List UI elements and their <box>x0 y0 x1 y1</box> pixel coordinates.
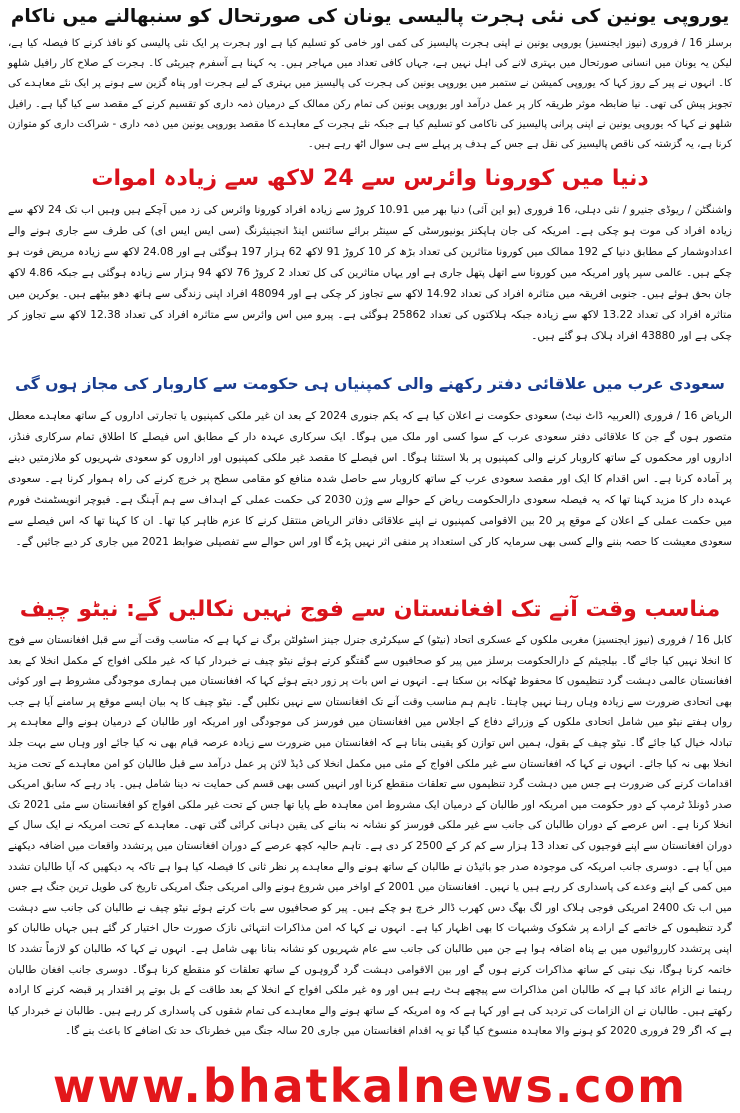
article-headline: سعودی عرب میں علاقائی دفتر رکھنے والی کمپنیاں ہی حکومت سے کاروبار کی مجاز ہوں گی <box>15 375 725 393</box>
article-body: واشنگٹن / ریوڈی جنیرو / نئی دہلی، 16 فروری (یو این آئی) دنیا بھر میں 10.91 کروڑ سے زیادہ افراد کورونا وائرس کی زد میں آچکے ہیں وہیں اب تک 24 لاکھ سے زیادہ افراد کی موت ہو چکی ہے۔ امریکہ کی جان ہاپکنز یونیورسٹی کے سینٹر برائے سائنس اینڈ انجینیئرنگ (سی ایس ایس ای) کی طرف سے جاری ہونے والے اعدادوشمار کے مطابق دنیا کے 192 ممالک میں کورونا متاثرین کی تعداد بڑھ کر 10 کروڑ 91 لاکھ 62 ہزار 197 ہوگئی ہے اور 24.08 لاکھ سے زیادہ مریض فوت ہو چکے ہیں۔ عالمی سپر پاور امریکہ میں کورونا سے اتھل پتھل جاری ہے اور یہاں متاثرین کی کل تعداد 2 کروڑ 76 لاکھ 94 ہزار سے زیادہ ہوگئی ہے جبکہ 4.86 لاکھ جان بحق ہوئے ہیں۔ جنوبی افریقہ میں متاثرہ افراد کی تعداد 14.92 لاکھ سے تجاوز کر چکی ہے اور 48094 افراد اپنی زندگی سے ہاتھ دھو بیٹھے ہیں۔ یوکرین میں متاثرہ افراد کی تعداد 13.22 لاکھ سے زیادہ جبکہ ہلاکتوں کی تعداد 25862 ہوگئی ہے۔ پیرو میں اس وائرس سے متاثرہ افراد کی تعداد 12.38 لاکھ سے تجاوز کر چکی ہے اور 43880 افراد ہلاک ہو گئے ہیں۔ <box>8 204 733 342</box>
article-corona-deaths <box>4 162 736 364</box>
article-headline: دنیا میں کورونا وائرس سے 24 لاکھ سے زیادہ اموات <box>91 166 649 191</box>
site-url-footer: www.bhatkalnews.com <box>52 1059 688 1113</box>
article-body: برسلز 16 / فروری (نیوز ایجنسیز) یوروپی یونین نے اپنی ہجرت پالیسیز کی کمی اور خامی کو تسلیم کیا ہے اور ہجرت پر ایک نئی پالیسی کو نافذ کرنے کا فیصلہ کیا ہے، لیکن یہ یونان میں انسانی صورتحال میں بہتری لانے کی اہل نہیں ہے، جہاں کافی تعداد میں مہاجر ہیں۔ یہ کہنا ہے آسفرم چیریٹی کا۔ ہجرت کے صلاح کار رافیل شلھو کا۔ انہوں نے پیر کے روز کہا کہ یوروپی کمیشن نے ستمبر میں یوروپی یونین کی ہجرت کی پالیسیز میں بہتری کے لیے ہجرت اور پناہ گزین سے ہونے پر ایک نئے معاہدے کی تجویز پیش کی تھی۔ نیا ضابطہ موثر طریقہ کار پر عمل درآمد اور یوروپی یونین کی تمام رکن ممالک کے درمیان ذمہ داری کو تقسیم کرنے کے مقصد سے کیا گیا ہے۔ رافیل شلھو نے کہا کہ یوروپی یونین نے اپنی پرانی پالیسیز کی ناکامی کو تسلیم کیا ہے جبکہ نئے ہجرت کے معاہدے کا مقصد یوروپی یونین میں ذمہ داری - شراکت داری کو متوازن کرنا ہے، یہ گزشتہ کی ناقص پالیسیز کی نقل ہے جس کے ہدف پر پہلے سے ہی سوال اٹھ رہے ہیں۔ <box>8 38 732 151</box>
article-headline: یوروپی یونین کی نئی ہجرت پالیسی یونان کی صورتحال کو سنبھالنے میں ناکام <box>10 6 730 27</box>
article-body: الریاض 16 / فروری (العربیہ ڈاٹ نیٹ) سعودی حکومت نے اعلان کیا ہے کہ یکم جنوری 2024 کے بعد ان غیر ملکی کمپنیوں یا تجارتی اداروں کے ساتھ معاہدے معطل متصور ہوں گے جن کا علاقائی دفتر سعودی عرب کے سوا کسی اور ملک میں ہوگا۔ ایک سرکاری عہدہ دار کے مطابق اس فیصلے کا اطلاق تمام سرکاری فنڈز، اداروں اور محکموں کے ساتھ کاروبار کرنے والی کمپنیوں پر بلا استثنا ہوگا۔ اس فیصلے کا مقصد غیر ملکی کمپنیوں اور اداروں کو سعودی شہریوں کو ملازمتیں دینے پر آمادہ کرنا ہے۔ اس اقدام کا ایک اور مقصد سعودی عرب کے ساتھ کاروبار سے حاصل شدہ منافع کو مقامی سطح پر خرچ کرنے کی راہ ہموار کرنا ہے۔ سعودی عہدہ دار کا مزید کہنا تھا کہ یہ فیصلہ سعودی دارالحکومت ریاض کے حوالے سے وژن 2030 کی حکمت عملی کے اہداف سے ہم آہنگ ہے۔ فیوچر انویسٹمنٹ فورم میں حکمت عملی کے اعلان کے موقع پر 20 بین الاقوامی کمپنیوں نے اپنے علاقائی دفاتر الریاض منتقل کرنے کا عزم ظاہر کیا تھا۔ ان کا کہنا تھا کہ اس فیصلے سے سعودی معیشت کا حصہ بننے والے کسی بھی سرمایہ کار کی استعداد پر منفی اثر نہیں پڑے گا اور اس حوالے سے تفصیلی ضوابط 2021 میں جاری کر دیے جائیں گے۔ <box>8 410 732 548</box>
article-eu-migration <box>4 2 736 156</box>
article-body: کابل 16 / فروری (نیوز ایجنسیز) مغربی ملکوں کے عسکری اتحاد (نیٹو) کے سیکرٹری جنرل جینز اسٹولٹن برگ نے کہا ہے کہ مناسب وقت آنے سے قبل افغانستان سے فوج کا انخلا نہیں کیا جائے گا۔ بیلجیئم کے دارالحکومت برسلز میں پیر کو صحافیوں سے گفتگو کرتے ہوئے نیٹو چیف نے خبردار کیا کہ غیر ملکی افواج کے مکمل انخلا کے بعد افغانستان عالمی دہشت گرد تنظیموں کا محفوظ ٹھکانہ بن سکتا ہے۔ انہوں نے اس بات پر زور دیتے ہوئے کہا کہ افغانستان میں ہماری موجودگی مشروط ہے اور کوئی بھی اتحادی ضرورت سے زیادہ وہاں رہنا نہیں چاہتا۔ تاہم ہم مناسب وقت آنے تک افغانستان سے نہیں نکلیں گے۔ نیٹو چیف کا یہ بیان ایسے موقع پر سامنے آیا ہے جب رواں ہفتے نیٹو میں شامل اتحادی ملکوں کے وزرائے دفاع کے اجلاس میں افغانستان میں فورسز کی موجودگی اور امریکہ اور طالبان کے درمیان ہونے والے معاہدے پر تبادلہ خیال کیا جائے گا۔ نیٹو چیف کے بقول، ہمیں اس توازن کو یقینی بنانا ہے کہ افغانستان میں ضرورت سے زیادہ عرصہ قیام بھی نہ کیا جائے اور وہاں سے بہت جلد انخلا بھی نہ کیا جائے۔ انہوں نے کہا کہ افغانستان سے غیر ملکی افواج کے مئی میں مکمل انخلا کی ڈیڈ لائن پر عمل درآمد سے قبل طالبان کو امن معاہدے کے تحت مزید اقدامات کرنے کی ضرورت ہے جس میں دہشت گرد تنظیموں سے تعلقات منقطع کرنا اور انہیں کسی بھی قسم کی حمایت نہ دینا شامل ہیں۔ یاد رہے کہ سابق امریکی صدر ڈونلڈ ٹرمپ کے دور حکومت میں امریکہ اور طالبان کے درمیان ایک مشروط امن معاہدہ طے پایا تھا جس کے تحت غیر ملکی افواج کو افغانستان سے مئی 2021 تک انخلا کرنا ہے۔ اس عرصے کے دوران طالبان کی جانب سے غیر ملکی فورسز کو نشانہ نہ بنانے کی یقین دہانی کرائی گئی تھی۔ معاہدے کے تحت امریکہ نے ایک سال کے دوران افغانستان سے اپنے فوجیوں کی تعداد 13 ہزار سے کم کر کے 2500 کر دی ہے۔ تاہم حالیہ کچھ عرصے کے دوران افغانستان میں پرتشدد واقعات میں اضافہ دیکھنے میں آیا ہے۔ دوسری جانب امریکہ کی موجودہ صدر جو بائیڈن نے طالبان کے ساتھ ہونے والے معاہدے پر نظر ثانی کا فیصلہ کیا ہوا ہے تاکہ یہ دیکھیں کہ آیا طالبان تشدد میں کمی کے اپنے وعدے کی پاسداری کر رہے ہیں یا نہیں۔ افغانستان میں 2001 کے اواخر میں شروع ہونے والی امریکی جنگ امریکی تاریخ کی طویل ترین جنگ ہے جس میں اب تک 2400 امریکی فوجی ہلاک اور لگ بھگ دس کھرب ڈالر خرچ ہو چکے ہیں۔ پیر کو صحافیوں سے بات کرتے ہوئے نیٹو چیف نے طالبان کی جانب سے دہشت گرد تنظیموں کے خاتمے کے ارادے پر شکوک وشبہات کا بھی اظہار کیا ہے۔ انہوں نے کہا کہ امن مذاکرات انتہائی نازک صورت حال اختیار کر گئے ہیں جہاں طالبان کو اپنی پرتشدد کارروائیوں میں بے پناہ اضافہ ہوا ہے جن میں طالبان کی جانب سے عام شہریوں کو نشانہ بنانا بھی شامل ہے۔ انہوں نے کہا کہ طالبان کو لازماً تشدد کا خاتمہ کرنا ہوگا، نیک نیتی کے ساتھ مذاکرات کرنے ہوں گے اور بین الاقوامی دہشت گرد گروہوں کے ساتھ تعلقات کو منقطع کرنا ہوگا۔ دوسری جانب افغان طالبان رہنما نے الزام عائد کیا ہے کہ طالبان امن مذاکرات سے پیچھے ہٹ رہے ہیں اور وہ غیر ملکی افواج کے انخلا کے بعد طاقت کے بل بوتے پر اقتدار پر قبضہ کرنے کا ارادہ رکھتے ہیں۔ طالبان نے ان الزامات کی تردید کی ہے اور کہا ہے کہ وہ امریکہ کے ساتھ ہونے والے معاہدے کی تمام شقوں کی پاسداری کر رہے ہیں۔ طالبان نے خبردار کیا ہے کہ اگر 29 فروری 2020 کو ہونے والا معاہدہ منسوخ کیا گیا تو یہ اقدام افغانستان میں جاری 20 سالہ جنگ میں خطرناک حد تک اضافے کا باعث بنے گا۔ <box>8 634 732 1038</box>
article-saudi-companies <box>4 366 736 591</box>
article-nato-afghanistan <box>4 594 736 1060</box>
article-headline: مناسب وقت آنے تک افغانستان سے فوج نہیں نکالیں گے: نیٹو چیف <box>19 597 721 622</box>
